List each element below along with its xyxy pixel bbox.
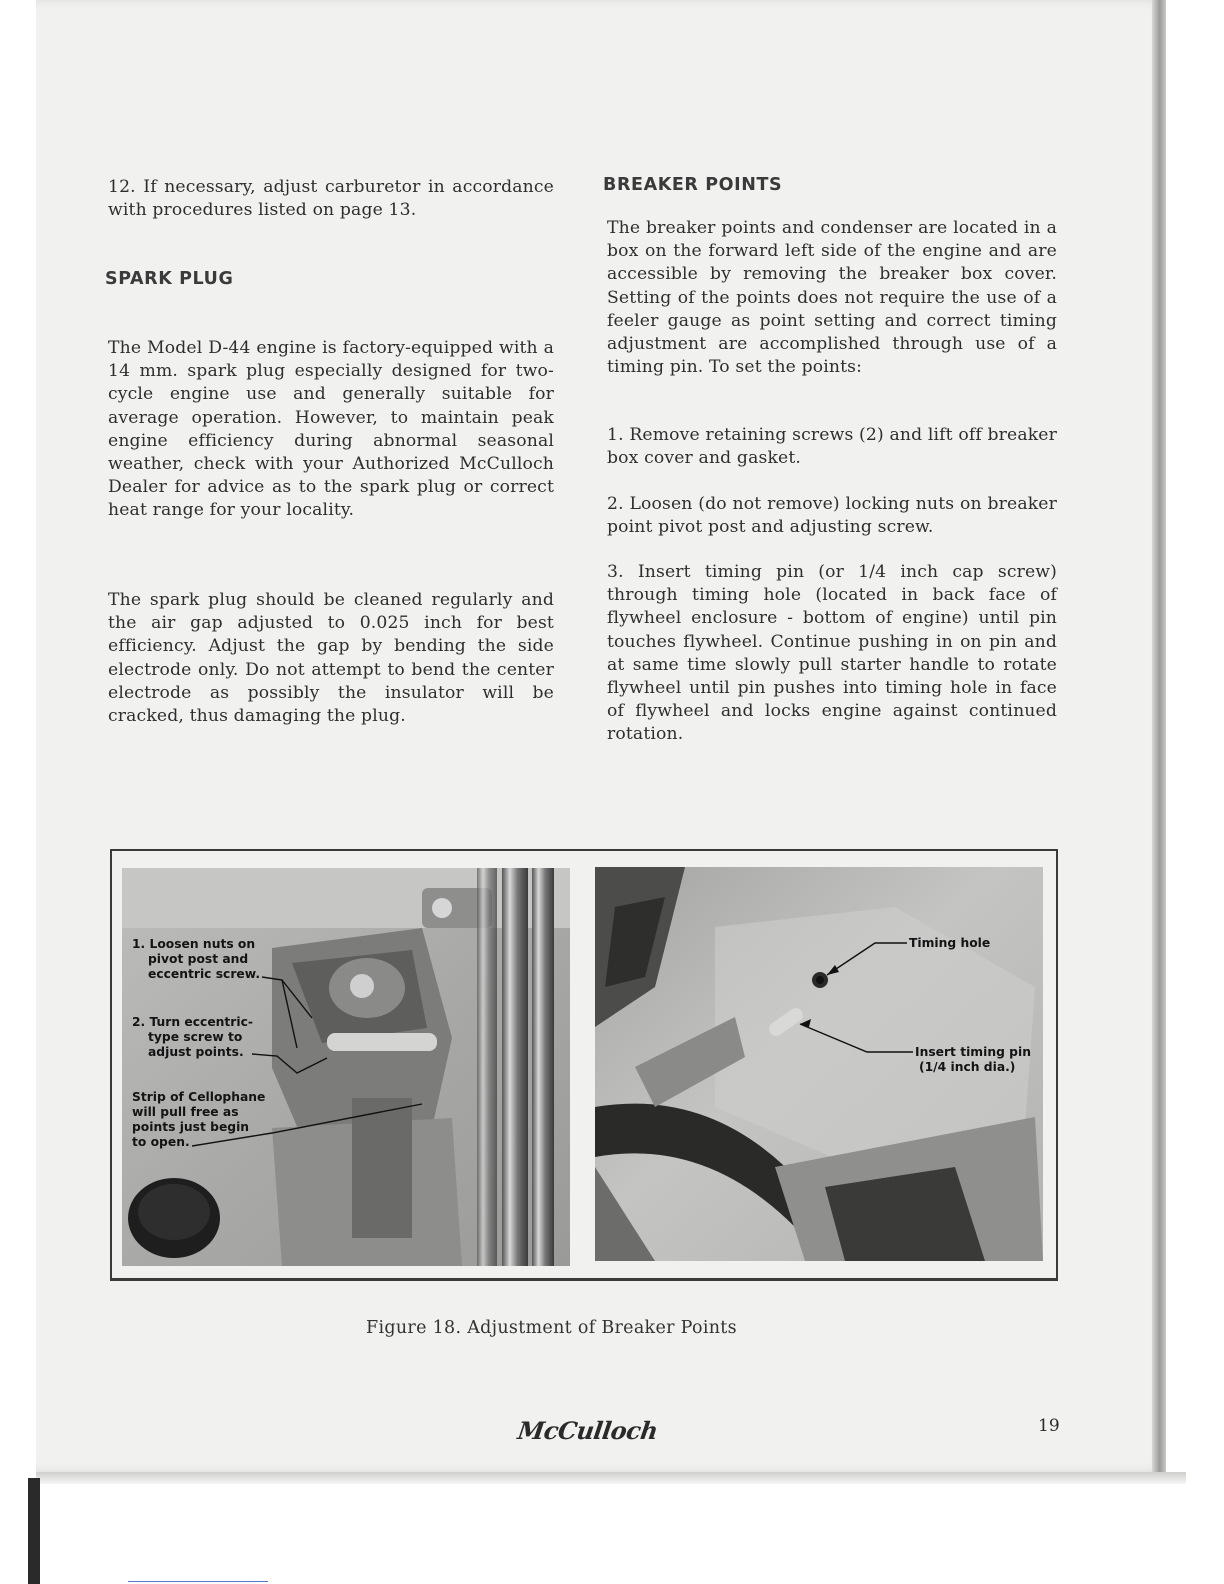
breaker-step-1-text: 1. Remove retaining screws (2) and lift off breaker box cover and gasket.	[607, 425, 1057, 469]
spark-plug-text-2: The spark plug should be cleaned regularly and the air gap adjusted to 0.025 inch for best efficiency. Adjust the gap by bending the side electrode only. Do not attempt to bend the center electrode as possibly the insulator will be cracked, thus damaging the plug.	[108, 590, 554, 727]
left-column-step12	[108, 176, 554, 222]
breaker-points-photo	[122, 868, 570, 1266]
spark-plug-paragraph-1	[108, 337, 554, 523]
breaker-points-intro-text: The breaker points and condenser are located in a box on the forward left side of the engine and are accessible by removing the breaker box cover. Setting of the points does not require the use of a feeler gauge as point setting and correct timing adjustment are accomplished through use of a timing pin. To set the points:	[607, 218, 1057, 378]
callout-3-line-2: will pull free as	[132, 1105, 239, 1119]
callout-3-line-1: Strip of Cellophane	[132, 1090, 266, 1104]
spark-plug-paragraph-2	[108, 589, 554, 728]
breaker-step-3	[607, 561, 1057, 747]
page-number: 19	[1038, 1416, 1060, 1436]
binding-strip	[28, 1478, 40, 1584]
breaker-points-illustration	[122, 868, 570, 1266]
callout-2-line-1: 2. Turn eccentric-	[132, 1015, 253, 1029]
step-12-text: 12. If necessary, adjust carburetor in accordance with procedures listed on page 13.	[108, 177, 554, 221]
callout-3-line-4: to open.	[132, 1135, 190, 1149]
callout-insert-pin-line-1: Insert timing pin	[915, 1045, 1031, 1059]
callout-timing-hole: Timing hole	[909, 936, 991, 950]
timing-pin-photo	[595, 867, 1043, 1261]
callout-1-line-2: pivot post and	[148, 952, 249, 966]
underline-mark	[128, 1581, 268, 1582]
timing-pin-illustration	[595, 867, 1043, 1261]
breaker-step-2-text: 2. Loosen (do not remove) locking nuts on breaker point pivot post and adjusting screw.	[607, 494, 1057, 538]
callout-3-line-3: points just begin	[132, 1120, 250, 1134]
breaker-points-heading: BREAKER POINTS	[603, 175, 783, 195]
figure-caption: Figure 18. Adjustment of Breaker Points	[366, 1318, 737, 1338]
breaker-step-1	[607, 424, 1057, 470]
spark-plug-heading: SPARK PLUG	[105, 269, 234, 289]
callout-insert-pin-line-2: (1/4 inch dia.)	[919, 1060, 1016, 1074]
callout-2-line-2: type screw to	[148, 1030, 243, 1044]
page-spine-shadow	[1152, 0, 1166, 1472]
breaker-step-3-text: 3. Insert timing pin (or 1/4 inch cap screw) through timing hole (located in back face of flywheel enclosure - bottom of engine) until pin touches flywheel. Continue pushing in on pin and at same time slowly pull starter handle to rotate flywheel until pin pushes into timing hole in face of flywheel and locks engine against continued rotation.	[607, 562, 1057, 745]
callout-1-line-3: eccentric screw.	[148, 967, 260, 981]
callout-1-line-1: 1. Loosen nuts on	[132, 937, 256, 951]
spark-plug-text-1: The Model D-44 engine is factory-equipped with a 14 mm. spark plug especially designed for two-cycle engine use and generally suitable for average operation. However, to maintain peak engine efficiency during abnormal seasonal weather, check with your Authorized McCulloch Dealer for advice as to the spark plug or correct heat range for your locality.	[108, 338, 554, 521]
breaker-step-2	[607, 493, 1057, 539]
page-bottom-edge	[36, 1472, 1186, 1484]
mcculloch-logo: McCulloch	[515, 1416, 660, 1445]
breaker-points-intro	[607, 217, 1057, 379]
callout-2-line-3: adjust points.	[148, 1045, 244, 1059]
